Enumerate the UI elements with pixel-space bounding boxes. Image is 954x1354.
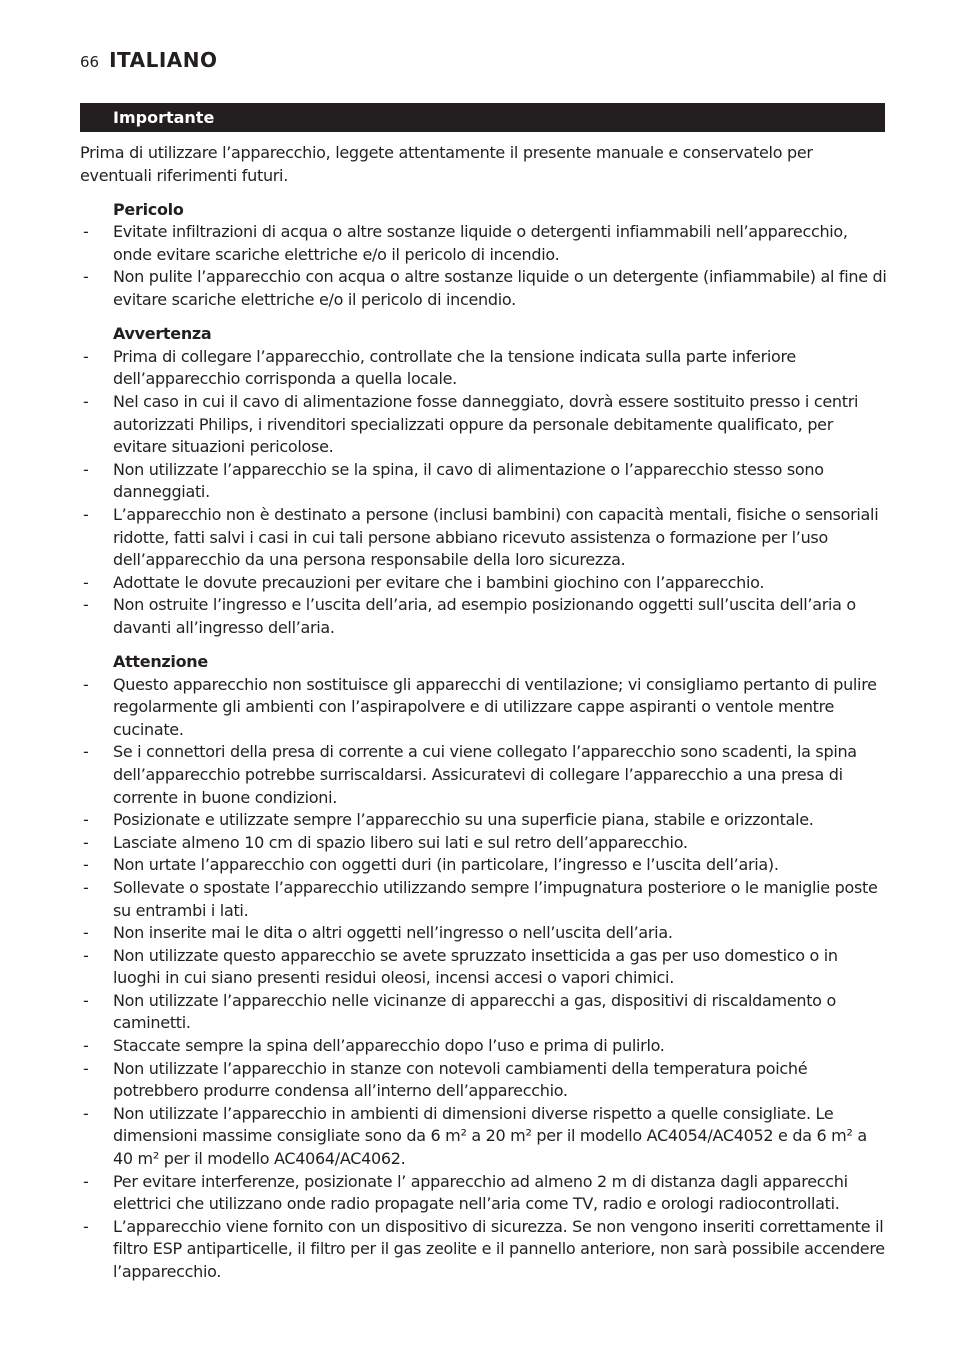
list-item: - Non ostruite l’ingresso e l’uscita dell’aria, ad esempio posizionando oggetti sull’uscita dell’aria o davanti all’ingresso dell’aria. — [80, 594, 888, 639]
list-item: - L’apparecchio viene fornito con un dispositivo di sicurezza. Se non vengono inseriti correttamente il filtro ESP antiparticelle, il filtro per il gas zeolite e il pannello anteriore, non sarà possibile accendere l’apparecchio. — [80, 1216, 888, 1284]
group-attenzione — [80, 651, 888, 1284]
list-item: - Non utilizzate l’apparecchio in stanze con notevoli cambiamenti della temperatura poiché potrebbero produrre condensa all’interno dell’apparecchio. — [80, 1058, 888, 1103]
language-title: ITALIANO — [109, 48, 218, 72]
list-attenzione — [80, 674, 888, 1284]
section-bar — [80, 103, 885, 132]
list-item: - Questo apparecchio non sostituisce gli apparecchi di ventilazione; vi consigliamo pertanto di pulire regolarmente gli ambienti con l’aspirapolvere e di utilizzare cappe aspiranti o ventole mentre cucinate. — [80, 674, 888, 742]
list-item: - Non utilizzate l’apparecchio se la spina, il cavo di alimentazione o l’apparecchio stesso sono danneggiati. — [80, 459, 888, 504]
list-item: - L’apparecchio non è destinato a persone (inclusi bambini) con capacità mentali, fisiche o sensoriali ridotte, fatti salvi i casi in cui tali persone abbiano ricevuto assistenza o formazione per l’uso dell’apparecchio da una persona responsabile della loro sicurezza. — [80, 504, 888, 572]
list-item: - Staccate sempre la spina dell’apparecchio dopo l’uso e prima di pulirlo. — [80, 1035, 888, 1058]
list-item: - Non urtate l’apparecchio con oggetti duri (in particolare, l’ingresso e l’uscita dell’aria). — [80, 854, 888, 877]
list-avvertenza — [80, 346, 888, 640]
subhead-avvertenza: Avvertenza — [113, 324, 212, 344]
list-item: - Non utilizzate questo apparecchio se avete spruzzato insetticida a gas per uso domestico o in luoghi in cui siano presenti residui oleosi, incensi accesi o vapori chimici. — [80, 945, 888, 990]
list-item: - Non utilizzate l’apparecchio nelle vicinanze di apparecchi a gas, dispositivi di riscaldamento o caminetti. — [80, 990, 888, 1035]
list-item: - Sollevate o spostate l’apparecchio utilizzando sempre l’impugnatura posteriore o le maniglie poste su entrambi i lati. — [80, 877, 888, 922]
intro-paragraph: Prima di utilizzare l’apparecchio, leggete attentamente il presente manuale e conservatelo per eventuali riferimenti futuri. — [80, 143, 813, 185]
subhead-pericolo: Pericolo — [113, 199, 184, 219]
content — [80, 142, 888, 1284]
list-item: - Non inserite mai le dita o altri oggetti nell’ingresso o nell’uscita dell’aria. — [80, 922, 888, 945]
group-avvertenza — [80, 323, 888, 639]
section-title: Importante — [113, 108, 215, 127]
page-number: 66 — [80, 53, 100, 71]
page-header — [80, 48, 218, 72]
list-item: - Non utilizzate l’apparecchio in ambienti di dimensioni diverse rispetto a quelle consigliate. Le dimensioni massime consigliate sono da 6 m² a 20 m² per il modello AC4054/AC4052 e da 6 m² a 40 m² per il modello AC4064/AC4062. — [80, 1103, 888, 1171]
list-item: - Lasciate almeno 10 cm di spazio libero sui lati e sul retro dell’apparecchio. — [80, 832, 888, 855]
group-pericolo — [80, 199, 888, 312]
list-item: - Non pulite l’apparecchio con acqua o altre sostanze liquide o un detergente (infiammabile) al fine di evitare scariche elettriche e/o il pericolo di incendio. — [80, 266, 888, 311]
list-pericolo — [80, 221, 888, 311]
list-item: - Posizionate e utilizzate sempre l’apparecchio su una superficie piana, stabile e orizzontale. — [80, 809, 888, 832]
list-item: - Per evitare interferenze, posizionate l’ apparecchio ad almeno 2 m di distanza dagli apparecchi elettrici che utilizzano onde radio propagate nell’aria come TV, radio e orologi radiocontrollati. — [80, 1171, 888, 1216]
list-item: - Adottate le dovute precauzioni per evitare che i bambini giochino con l’apparecchio. — [80, 572, 888, 595]
subhead-attenzione: Attenzione — [113, 651, 208, 671]
list-item: - Prima di collegare l’apparecchio, controllate che la tensione indicata sulla parte inferiore dell’apparecchio corrisponda a quella locale. — [80, 346, 888, 391]
list-item: - Nel caso in cui il cavo di alimentazione fosse danneggiato, dovrà essere sostituito presso i centri autorizzati Philips, i rivenditori specializzati oppure da personale debitamente qualificato, per evitare situazioni pericolose. — [80, 391, 888, 459]
list-item: - Se i connettori della presa di corrente a cui viene collegato l’apparecchio sono scadenti, la spina dell’apparecchio potrebbe surriscaldarsi. Assicuratevi di collegare l’apparecchio a una presa di corrente in buone condizioni. — [80, 741, 888, 809]
list-item: - Evitate infiltrazioni di acqua o altre sostanze liquide o detergenti infiammabili nell’apparecchio, onde evitare scariche elettriche e/o il pericolo di incendio. — [80, 221, 888, 266]
